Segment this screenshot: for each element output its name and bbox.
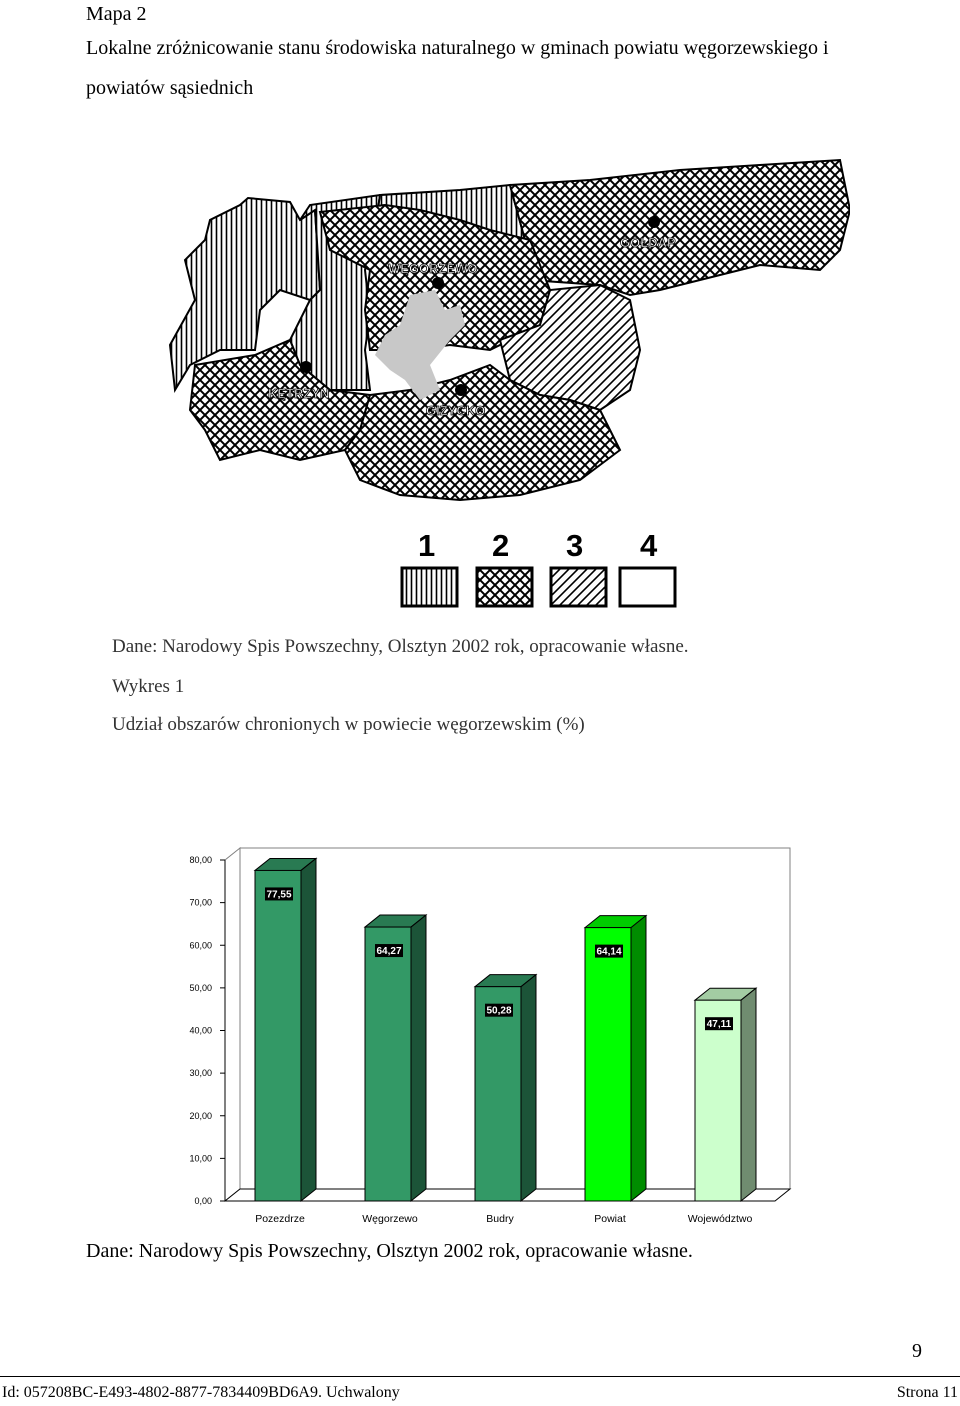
legend-swatch-1 [402, 568, 457, 606]
legend-swatch-4 [620, 568, 675, 606]
bar [255, 870, 301, 1201]
category-label: Powiat [594, 1213, 626, 1225]
legend-swatch-3 [551, 568, 606, 606]
bar [475, 987, 521, 1201]
bar-side [741, 988, 756, 1201]
svg-text:WĘGORZEWO: WĘGORZEWO [388, 261, 478, 276]
bar-side [411, 915, 426, 1201]
map-legend [402, 528, 675, 606]
chart-label: Wykres 1 [112, 676, 185, 697]
page-number: 9 [912, 1340, 922, 1362]
legend-label-2: 2 [492, 528, 510, 563]
category-label: Województwo [687, 1213, 753, 1225]
legend-label-4: 4 [640, 528, 658, 563]
chart-side-wall [225, 848, 240, 1201]
data-label: 47,11 [706, 1019, 732, 1031]
y-tick-label: 50,00 [189, 982, 212, 993]
y-tick-label: 80,00 [189, 855, 212, 865]
svg-text:GIŻYCKO: GIŻYCKO [426, 403, 486, 418]
chart-source: Dane: Narodowy Spis Powszechny, Olsztyn 2002 rok, opracowanie własne. [86, 1240, 693, 1262]
map-title-line1: Lokalne zróżnicowanie stanu środowiska naturalnego w gminach powiatu węgorzewskiego i [86, 37, 829, 59]
data-label: 64,14 [596, 946, 622, 958]
bar [695, 1000, 741, 1201]
chart-title: Udział obszarów chronionych w powiecie węgorzewskim (%) [112, 714, 585, 735]
data-label: 64,27 [376, 946, 402, 958]
bar-side [301, 858, 316, 1201]
bar [585, 928, 631, 1201]
y-tick-label: 0,00 [194, 1196, 212, 1206]
category-label: Pozezdrze [255, 1213, 305, 1225]
svg-text:KĘTRZYN: KĘTRZYN [268, 386, 330, 401]
page-label: Strona 11 [896, 1384, 958, 1401]
y-tick-label: 70,00 [189, 897, 212, 908]
map-title-line2: powiatów sąsiednich [86, 77, 254, 99]
footer-rule [0, 1376, 960, 1377]
protected-areas-chart [180, 830, 830, 1230]
map-source: Dane: Narodowy Spis Powszechny, Olsztyn 2002 rok, opracowanie własne. [112, 636, 689, 657]
bar-side [631, 916, 646, 1201]
data-label: 77,55 [266, 889, 292, 901]
bar [365, 927, 411, 1201]
legend-label-1: 1 [418, 528, 436, 563]
map-label: Mapa 2 [86, 3, 147, 25]
y-tick-label: 40,00 [189, 1025, 212, 1036]
region-crosshatch-north [510, 160, 850, 295]
county-map [160, 150, 850, 615]
category-label: Węgorzewo [362, 1213, 418, 1225]
y-tick-label: 20,00 [189, 1110, 212, 1121]
document-id: Id: 057208BC-E493-4802-8877-7834409BD6A9. Uchwalony [2, 1384, 400, 1401]
category-label: Budry [486, 1213, 514, 1225]
svg-text:GOŁDAP: GOŁDAP [620, 235, 676, 250]
y-tick-label: 30,00 [189, 1068, 212, 1079]
data-label: 50,28 [486, 1005, 512, 1017]
y-tick-label: 10,00 [189, 1153, 212, 1164]
y-tick-label: 60,00 [189, 940, 212, 951]
legend-swatch-2 [477, 568, 532, 606]
legend-label-3: 3 [566, 528, 584, 563]
bar-side [521, 975, 536, 1201]
